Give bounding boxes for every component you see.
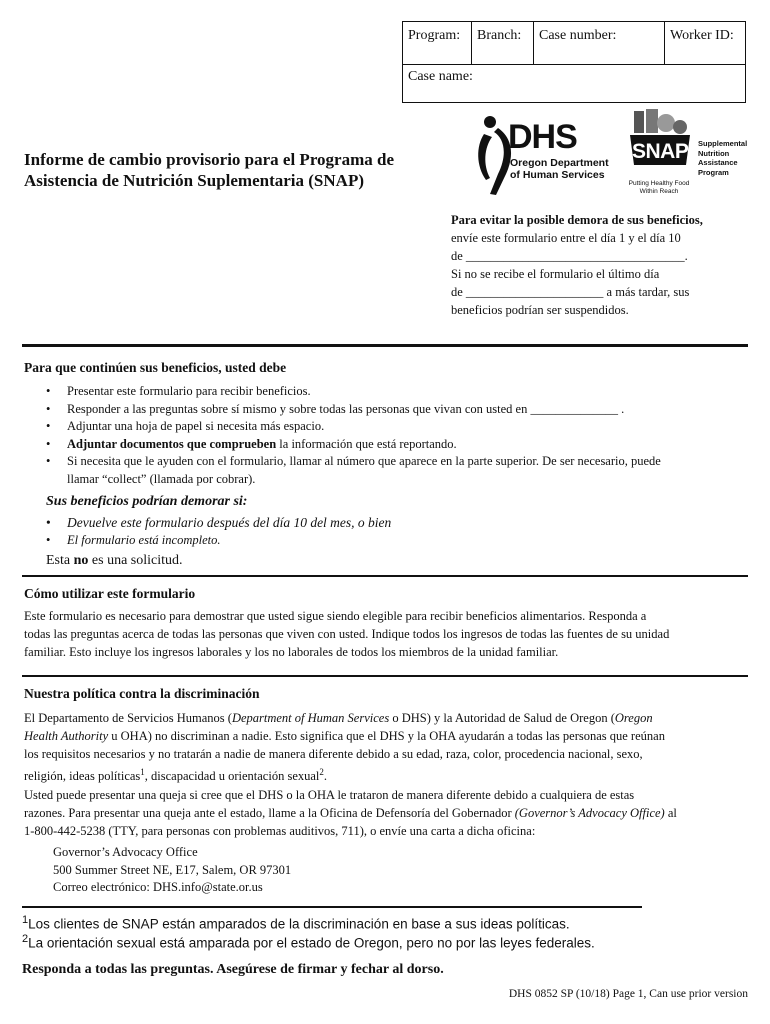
nondiscrimination-paragraph-2 — [24, 786, 754, 840]
snap-tagline — [626, 180, 692, 196]
case-number-label: Case number: — [539, 28, 617, 43]
footnote-ref: 2 — [319, 767, 324, 777]
list-item — [22, 514, 752, 532]
footnote-text: Los clientes de SNAP están amparados de la discriminación en base a sus ideas políticas. — [28, 916, 570, 932]
notice-line: beneficios podrían ser suspendidos. — [451, 303, 629, 317]
list-item — [22, 453, 752, 488]
text-run: . — [323, 769, 328, 784]
bullet: • — [46, 436, 51, 451]
notice-line: Si no se recibe el formulario el último día — [451, 267, 660, 281]
note-text: es una solicitud. — [88, 553, 183, 568]
snap-side-line: Nutrition — [698, 148, 730, 158]
paragraph-line — [24, 709, 754, 727]
footnote-2 — [22, 930, 595, 953]
footnote-mark: 1 — [22, 914, 29, 926]
worker-id-label: Worker ID: — [670, 28, 734, 43]
paragraph-line: familiar. Esto incluye los ingresos laborales y los no laborales de todos los miembros de la unidad familiar. — [24, 645, 559, 659]
snap-side-line: Program — [698, 167, 729, 177]
bullet: • — [46, 384, 51, 398]
text-run: Health Authority — [24, 729, 109, 743]
list-item-text: Devuelve este formulario después del día 10 del mes, o bien — [67, 515, 392, 530]
requirements-list — [22, 383, 752, 489]
dhs-name-line1: Oregon Department — [510, 157, 609, 169]
paragraph-line — [24, 804, 754, 822]
paragraph-line — [24, 763, 754, 785]
continue-heading: Para que continúen sus beneficios, usted debe — [24, 360, 287, 375]
case-number-field[interactable] — [534, 22, 665, 64]
nondiscrimination-paragraph-1 — [24, 709, 754, 785]
worker-id-field[interactable] — [665, 22, 747, 64]
list-item — [22, 532, 752, 550]
paragraph-line: todas las preguntas acerca de todas las personas que viven con usted. Indique todos los ingresos de todas las fuentes de su unidad — [24, 627, 670, 641]
paragraph-line: Este formulario es necesario para demostrar que usted sigue siendo elegible para recibir beneficios alimentarios. Responda a — [24, 609, 647, 623]
section-divider — [22, 575, 748, 577]
case-info-box — [402, 21, 746, 103]
notice-line: envíe este formulario entre el día 1 y el día 10 — [451, 231, 681, 245]
snap-side-text — [698, 139, 747, 177]
paragraph-line: Usted puede presentar una queja si cree que el DHS o la OHA le trataron de manera diferente debido a cualquiera de estas — [24, 788, 635, 802]
footnote-mark: 2 — [22, 933, 29, 945]
section-divider — [22, 675, 748, 677]
page-title — [24, 149, 444, 191]
notice-date-blank[interactable]: de ______________________ a más tardar, sus — [451, 285, 690, 299]
text-run: Department of Human Services — [231, 711, 390, 725]
list-item — [22, 436, 752, 454]
list-item-text: Si necesita que le ayuden con el formulario, llamar al número que aparece en la parte superior. De ser necesario, puede — [67, 454, 661, 469]
paragraph-line: 1-800-442-5238 (TTY, para personas con problemas auditivos, 711), o envíe una carta a dicha oficina: — [24, 824, 536, 838]
notice-bold-line: Para evitar la posible demora de sus beneficios, — [451, 213, 703, 227]
title-line: Asistencia de Nutrición Suplementaria (SNAP) — [24, 171, 364, 190]
list-item-text: Presentar este formulario para recibir beneficios. — [67, 384, 311, 398]
snap-tagline-line: Putting Healthy Food — [628, 180, 690, 187]
dhs-mark: DHS — [508, 118, 577, 156]
text-run: El Departamento de Servicios Humanos ( — [24, 711, 232, 725]
list-item-text: la información que está reportando. — [276, 436, 457, 451]
dhs-name-line2: of Human Services — [510, 169, 605, 181]
snap-mark: SNAP — [632, 140, 689, 163]
deadline-notice — [451, 211, 751, 319]
bullet: • — [46, 454, 51, 469]
footnote-divider — [22, 906, 642, 908]
bullet: • — [46, 419, 51, 434]
address-line: Governor’s Advocacy Office — [53, 845, 198, 859]
how-to-use-text — [24, 607, 754, 661]
bullet: • — [46, 532, 51, 547]
case-name-label: Case name: — [408, 69, 473, 84]
list-item — [22, 401, 752, 419]
bullet: • — [46, 401, 51, 416]
bullet: • — [46, 515, 51, 530]
notice-date-blank[interactable]: de ___________________________________. — [451, 249, 688, 263]
case-name-field[interactable] — [408, 69, 473, 85]
dhs-logo — [474, 110, 619, 202]
program-label: Program: — [408, 28, 461, 43]
text-run: o DHS) y la Autoridad de Salud de Oregon ( — [389, 711, 615, 725]
paragraph-line: los requisitos necesarios y no tratarán a nadie de manera diferente debido a su edad, raza, color, procedencia nacional, sexo, — [24, 747, 643, 761]
snap-side-line: Assistance — [698, 158, 738, 167]
text-run: al — [664, 806, 677, 820]
delay-list — [22, 514, 752, 549]
text-run: , discapacidad u orientación sexual — [144, 769, 320, 784]
snap-logo — [626, 107, 756, 201]
section-divider — [22, 344, 748, 347]
snap-tagline-line: Within Reach — [639, 188, 679, 195]
snap-side-line: Supplemental — [698, 139, 748, 148]
list-item-bold: Adjuntar documentos que comprueben — [67, 436, 277, 451]
footnote-ref: 1 — [140, 767, 145, 777]
text-run: razones. Para presentar una queja ante el estado, llame a la Oficina de Defensoría del Gobernador — [24, 806, 515, 820]
list-item — [22, 383, 752, 401]
list-item-text: llamar “collect” (llamada por cobrar). — [67, 471, 256, 486]
list-item-text: El formulario está incompleto. — [67, 532, 221, 547]
answer-all-instruction: Responda a todas las preguntas. Asegúrese de firmar y fechar al dorso. — [22, 962, 444, 977]
form-id: DHS 0852 SP (10/18) Page 1, Can use prior version — [508, 988, 748, 1000]
text-run: (Governor’s Advocacy Office) — [514, 806, 665, 820]
text-run: Oregon — [614, 711, 653, 725]
text-run: u OHA) no discriminan a nadie. Esto significa que el DHS y la OHA ayudarán a todas las personas que reúnan — [108, 729, 665, 743]
footnote-text: La orientación sexual está amparada por el estado de Oregon, pero no por las leyes federales. — [28, 935, 595, 951]
nondiscrimination-heading: Nuestra política contra la discriminación — [24, 686, 260, 701]
title-line: Informe de cambio provisorio para el Programa de — [24, 150, 395, 169]
program-field[interactable] — [403, 22, 472, 64]
how-to-use-heading: Cómo utilizar este formulario — [24, 586, 196, 601]
address-email[interactable]: Correo electrónico: DHS.info@state.or.us — [53, 880, 263, 894]
paragraph-line — [24, 727, 754, 745]
not-application-note — [46, 553, 183, 569]
delay-heading: Sus beneficios podrían demorar si: — [46, 494, 248, 509]
note-bold: no — [73, 553, 89, 568]
address-line: 500 Summer Street NE, E17, Salem, OR 97301 — [53, 862, 292, 877]
branch-label: Branch: — [477, 28, 522, 43]
text-run: religión, ideas políticas — [24, 769, 141, 784]
list-item — [22, 418, 752, 436]
branch-field[interactable] — [472, 22, 534, 64]
list-item-text: Adjuntar una hoja de papel si necesita más espacio. — [67, 419, 325, 434]
office-address — [53, 844, 291, 897]
note-text: Esta — [46, 553, 74, 568]
list-item-text: Responder a las preguntas sobre sí mismo y sobre todas las personas que vivan con usted en ______________ . — [67, 401, 625, 416]
